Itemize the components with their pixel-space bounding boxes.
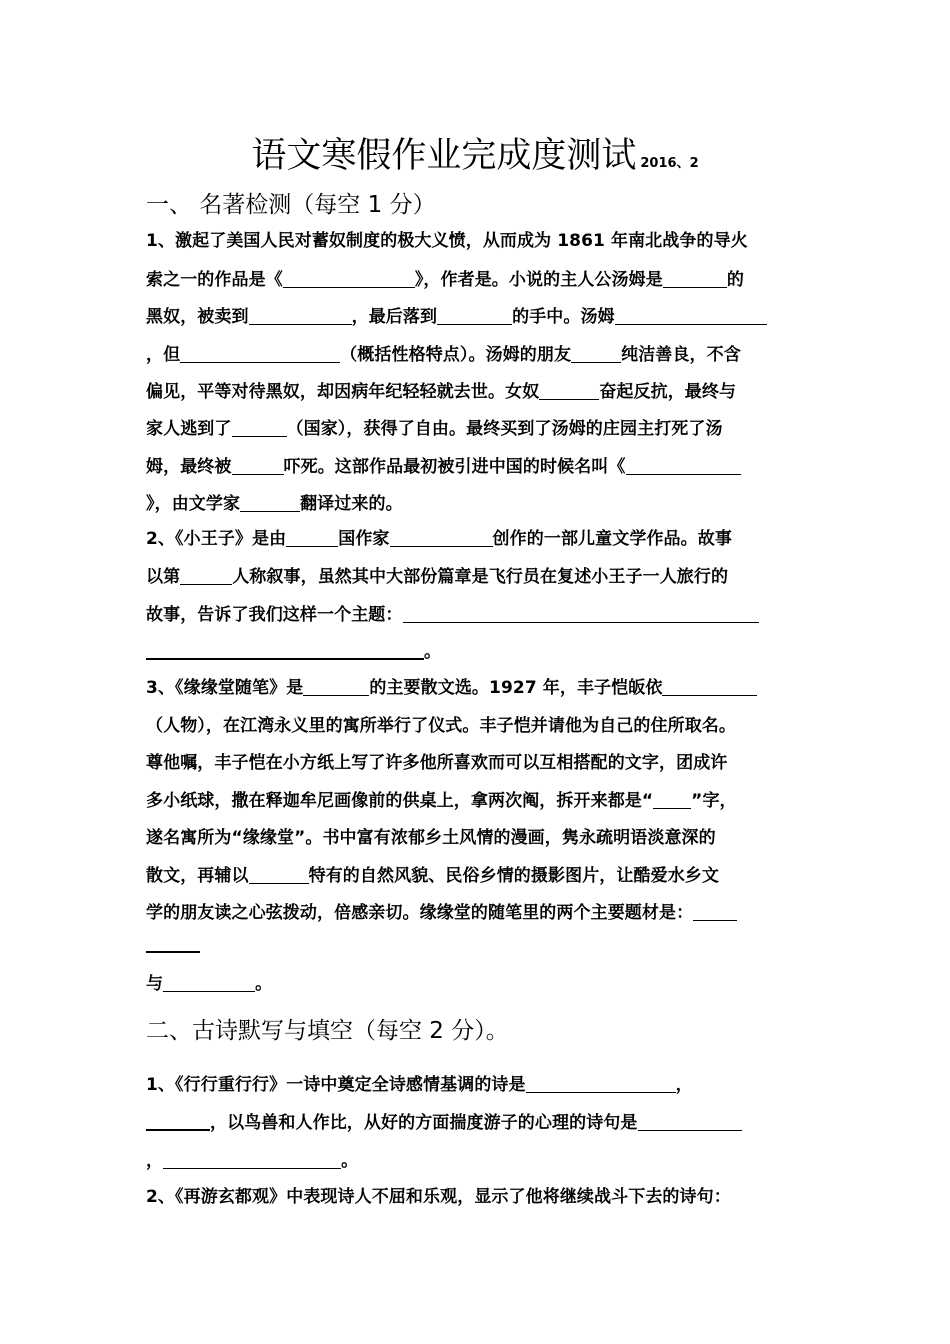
q2-line4: 。 [146, 637, 441, 662]
blank-field[interactable] [249, 865, 309, 884]
title-main: 语文寒假作业完成度测试 [251, 136, 637, 176]
blank-field[interactable] [437, 306, 512, 325]
blank-field[interactable] [303, 677, 369, 696]
q3-line6: 散文，再辅以 特有的自然风貌、民俗乡情的摄影图片，让酷爱水乡文 [146, 866, 720, 886]
blank-field[interactable] [163, 973, 255, 992]
q2-line2: 以第 人称叙事，虽然其中大部份篇章是飞行员在复述小王子一人旅行的 [146, 567, 729, 587]
title-date: 2016、2 [640, 156, 699, 171]
blank-field[interactable] [390, 528, 493, 547]
blank-field[interactable] [232, 418, 287, 437]
blank-field[interactable] [163, 1150, 341, 1169]
blank-field[interactable] [146, 933, 200, 953]
q1-line4: ，但 （概括性格特点）。汤姆的朋友 纯洁善良，不含 [146, 345, 741, 365]
s2-q2-line1: 2、《再游玄都观》中表现诗人不屈和乐观，显示了他将继续战斗下去的诗句： [146, 1187, 731, 1207]
q1-line6: 家人逃到了 （国家），获得了自由。最终买到了汤姆的庄园主打死了汤 [146, 419, 723, 439]
q3-line2: （人物），在江湾永义里的寓所举行了仪式。丰子恺并请他为自己的住所取名。 [146, 716, 736, 736]
blank-field[interactable] [180, 566, 232, 585]
q3-line1: 3、《缘缘堂随笔》是 的主要散文选。1927 年，丰子恺皈依 [146, 673, 757, 698]
blank-field[interactable] [240, 493, 300, 512]
blank-field[interactable] [403, 604, 759, 623]
blank-field[interactable] [693, 902, 737, 921]
s2-q1-line2: ，以鸟兽和人作比，从好的方面揣度游子的心理的诗句是 [146, 1108, 742, 1133]
blank-field[interactable] [180, 344, 340, 363]
blank-field[interactable] [663, 269, 727, 288]
blank-field[interactable] [526, 1074, 676, 1093]
q3-line3: 尊他嘱，丰子恺在小方纸上写了许多他所喜欢而可以互相搭配的文字，团成许 [146, 753, 728, 773]
q1-line8: 》，由文学家 翻译过来的。 [146, 494, 403, 514]
q3-line7: 学的朋友读之心弦拨动，倍感亲切。缘缘堂的随笔里的两个主要题材是： [146, 898, 737, 923]
q3-line4: 多小纸球，撒在释迦牟尼画像前的供桌上，拿两次阄，拆开来都是“ ”字， [146, 791, 737, 811]
q1-line1: 1、激起了美国人民对蓄奴制度的极大义愤，从而成为 1861 年南北战争的导火 [146, 231, 748, 251]
blank-field[interactable] [286, 528, 338, 547]
q2-line1: 2、《小王子》是由 国作家 创作的一部儿童文学作品。故事 [146, 529, 732, 549]
blank-field[interactable] [653, 790, 691, 809]
blank-field[interactable] [539, 381, 599, 400]
blank-field[interactable] [283, 269, 415, 288]
q1-line3: 黑奴，被卖到 ，最后落到 的手中。汤姆 [146, 302, 767, 327]
s2-q1-line3: ， 。 [146, 1151, 359, 1171]
blank-field[interactable] [249, 306, 352, 325]
blank-field[interactable] [146, 1111, 210, 1131]
q2-line3: 故事，告诉了我们这样一个主题： [146, 600, 759, 625]
blank-field[interactable] [571, 344, 621, 363]
blank-field[interactable] [615, 306, 767, 325]
section1-heading: 一、 名著检测（每空 1 分） [146, 192, 436, 218]
q1-line2: 索之一的作品是《 》，作者是。小说的主人公汤姆是 的 [146, 270, 744, 290]
q3-line8 [146, 933, 200, 955]
blank-field[interactable] [662, 677, 757, 696]
q3-line5: 遂名寓所为“缘缘堂”。书中富有浓郁乡土风情的漫画，隽永疏明语淡意深的 [146, 828, 716, 848]
q1-line7: 姆，最终被 吓死。这部作品最初被引进中国的时候名叫《 [146, 452, 741, 477]
document-title [0, 128, 950, 178]
s2-q1-line1: 1、《行行重行行》一诗中奠定全诗感情基调的诗是 ， [146, 1075, 693, 1095]
blank-field[interactable] [146, 640, 424, 660]
blank-field[interactable] [626, 456, 741, 475]
q1-line5: 偏见，平等对待黑奴，却因病年纪轻轻就去世。女奴 奋起反抗，最终与 [146, 382, 737, 402]
blank-field[interactable] [232, 456, 284, 475]
section2-heading: 二、古诗默写与填空（每空 2 分）。 [146, 1018, 509, 1044]
blank-field[interactable] [638, 1112, 742, 1131]
q3-line9: 与 。 [146, 974, 273, 994]
